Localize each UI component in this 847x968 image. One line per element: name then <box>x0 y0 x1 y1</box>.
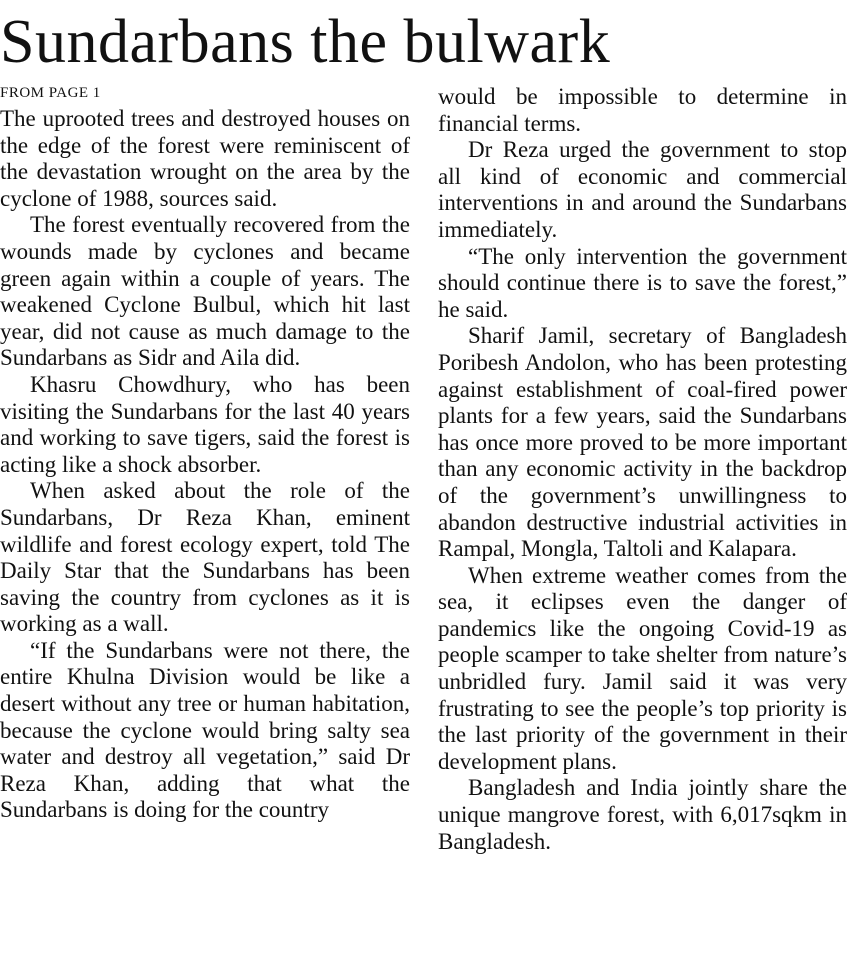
paragraph: Sharif Jamil, secretary of Bangladesh Poribesh Andolon, who has been protesting against establishment of coal-fired power plants for a few years, said the Sundarbans has once more proved to be more important than any economic activity in the backdrop of the government’s unwillingness to abandon destructive industrial activities in Rampal, Mongla, Taltoli and Kalapara. <box>438 323 847 562</box>
paragraph: Khasru Chowdhury, who has been visiting the Sundarbans for the last 40 years and working to save tigers, said the forest is acting like a shock absorber. <box>0 371 410 477</box>
headline: Sundarbans the bulwark <box>0 8 611 76</box>
paragraph: “If the Sundarbans were not there, the entire Khulna Division would be like a desert without any tree or human habitation, because the cyclone would bring salty sea water and destroy all vegetation,” said Dr Reza Khan, adding that what the Sundarbans is doing for the country <box>0 637 410 823</box>
paragraph: The uprooted trees and destroyed houses on the edge of the forest were reminiscent of the devastation wrought on the area by the cyclone of 1988, sources said. <box>0 106 410 211</box>
paragraph: The forest eventually recovered from the wounds made by cyclones and became green again within a couple of years. The weakened Cyclone Bulbul, which hit last year, did not cause as much damage to the Sundarbans as Sidr and Aila did. <box>0 212 410 371</box>
paragraph: would be impossible to determine in financial terms. <box>438 84 847 136</box>
paragraph: “The only intervention the government should continue there is to save the forest,” he said. <box>438 243 847 322</box>
paragraph: Bangladesh and India jointly share the unique mangrove forest, with 6,017sqkm in Bangladesh. <box>438 775 847 854</box>
paragraph: When asked about the role of the Sundarbans, Dr Reza Khan, eminent wildlife and forest ecology expert, told The Daily Star that the Sundarbans has been saving the country from cyclones as it is working as a wall. <box>0 478 410 637</box>
paragraph: Dr Reza urged the government to stop all kind of economic and commercial interventions in and around the Sundarbans immediately. <box>438 137 847 242</box>
paragraph: When extreme weather comes from the sea, it eclipses even the danger of pandemics like the ongoing Covid-19 as people scamper to take shelter from nature’s unbridled fury. Jamil said it was very frustrating to see the people’s top priority is the last priority of the government in their development plans. <box>438 562 847 774</box>
article-column-right <box>438 84 847 855</box>
continuation-label: FROM PAGE 1 <box>0 85 101 101</box>
article-column-left <box>0 84 410 824</box>
